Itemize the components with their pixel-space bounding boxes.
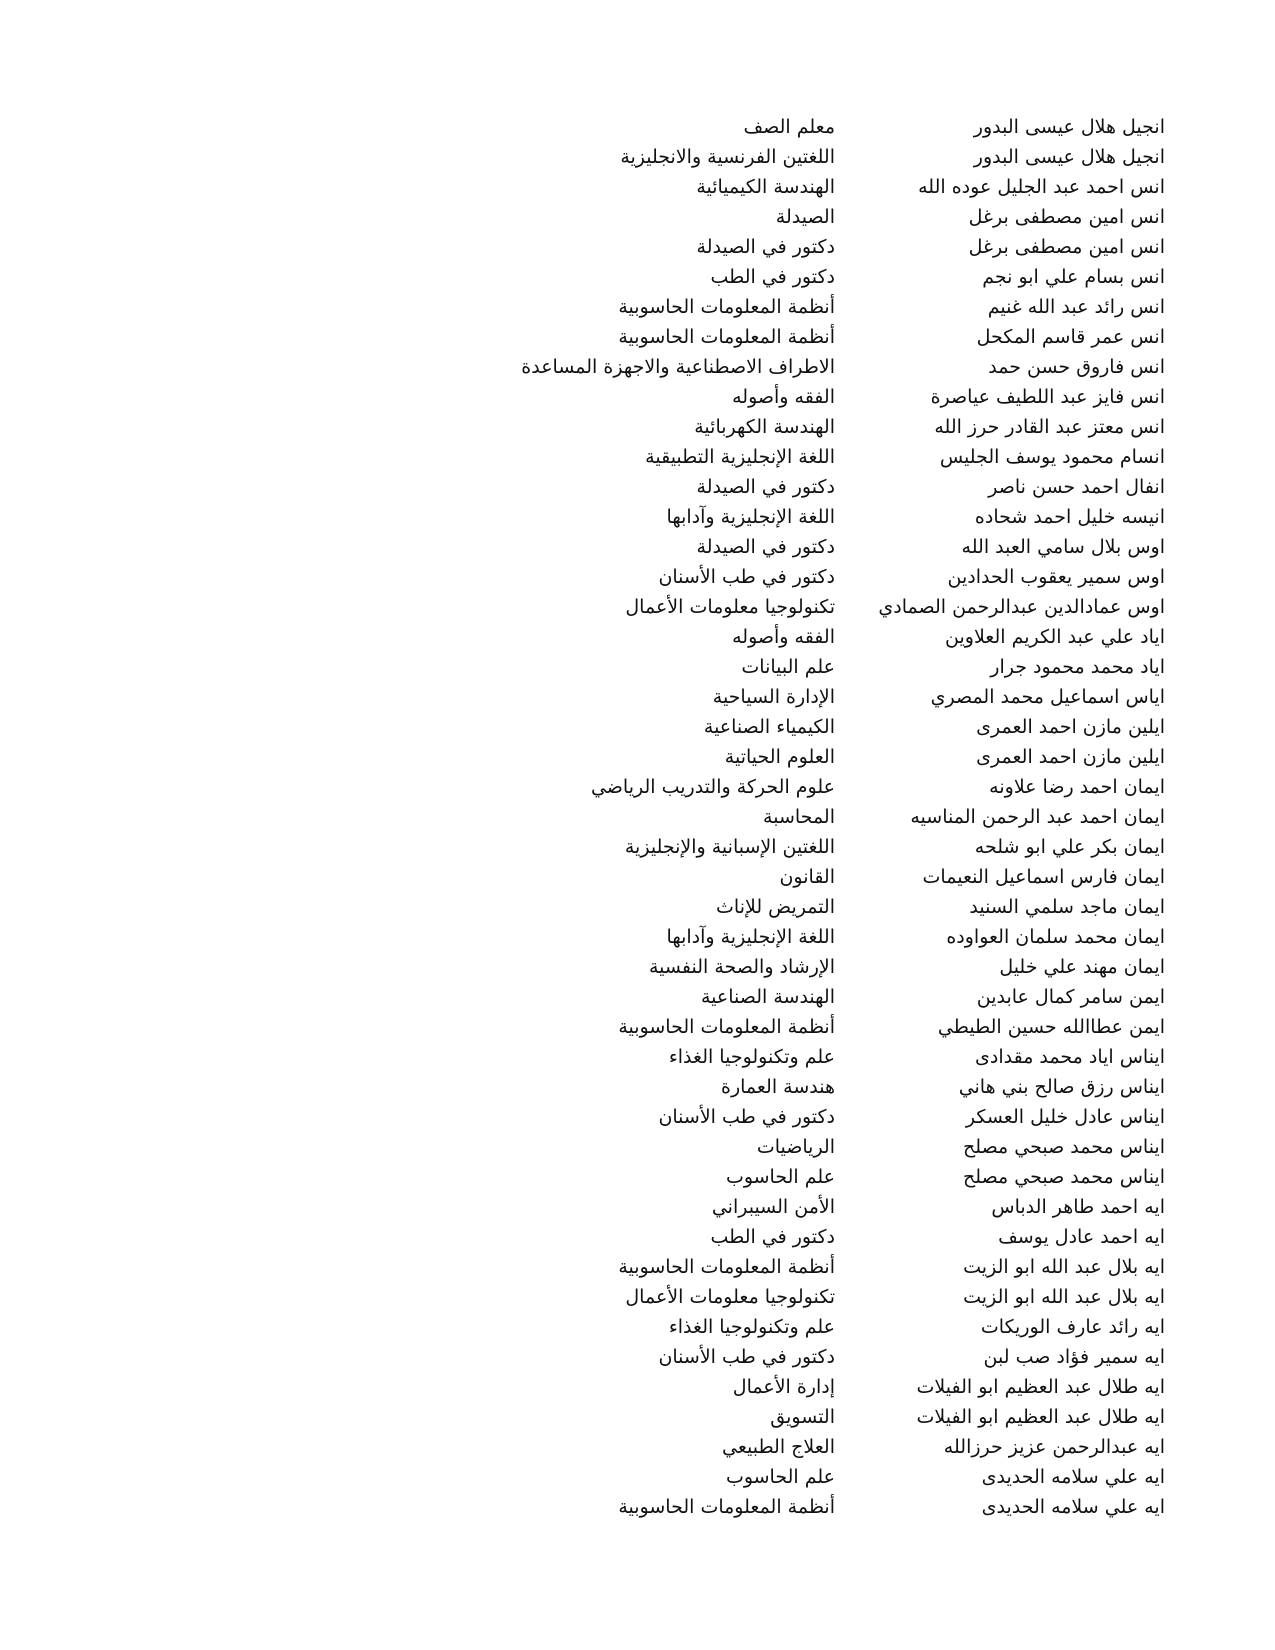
student-name: ايمن سامر كمال عابدين: [976, 986, 1165, 1008]
student-name: اياد محمد محمود جرار: [990, 656, 1165, 678]
list-item: [465, 1402, 1165, 1432]
student-name: ايمان ماجد سلمي السنيد: [969, 896, 1165, 918]
student-major: الأمن السيبراني: [711, 1196, 835, 1218]
list-item: [465, 1282, 1165, 1312]
student-major: الرياضيات: [756, 1136, 835, 1158]
student-major: علم البيانات: [741, 656, 835, 678]
list-item: [465, 652, 1165, 682]
student-major: الصيدلة: [775, 206, 835, 228]
student-major: أنظمة المعلومات الحاسوبية: [618, 296, 835, 318]
student-major: علم الحاسوب: [725, 1466, 835, 1488]
student-name: انجيل هلال عيسى البدور: [973, 116, 1165, 138]
student-major: تكنولوجيا معلومات الأعمال: [625, 596, 835, 618]
student-major: اللغتين الفرنسية والانجليزية: [620, 146, 835, 168]
student-name: انس بسام علي ابو نجم: [982, 266, 1165, 288]
list-item: [465, 712, 1165, 742]
list-item: [465, 1012, 1165, 1042]
student-major: دكتور في الصيدلة: [696, 536, 835, 558]
student-major: المحاسبة: [763, 806, 835, 828]
list-item: [465, 112, 1165, 142]
student-major: اللغة الإنجليزية وآدابها: [666, 926, 835, 948]
list-item: [465, 1162, 1165, 1192]
student-major: الإرشاد والصحة النفسية: [649, 956, 835, 978]
student-major: علوم الحركة والتدريب الرياضي: [590, 776, 835, 798]
student-name: ايمان احمد رضا علاونه: [989, 776, 1165, 798]
list-item: [465, 1222, 1165, 1252]
student-major: دكتور في الطب: [710, 1226, 835, 1248]
student-major: دكتور في الصيدلة: [696, 476, 835, 498]
list-item: [465, 772, 1165, 802]
student-major: الهندسة الصناعية: [700, 986, 835, 1008]
student-name: ايمان احمد عبد الرحمن المناسيه: [910, 806, 1165, 828]
student-name: اوس عمادالدين عبدالرحمن الصمادي: [878, 596, 1165, 618]
student-name: ايمان محمد سلمان العواوده: [946, 926, 1165, 948]
list-item: [465, 1492, 1165, 1522]
student-name: ايلين مازن احمد العمرى: [976, 716, 1165, 738]
student-name: انس عمر قاسم المكحل: [976, 326, 1165, 348]
list-item: [465, 592, 1165, 622]
student-major: الفقه وأصوله: [732, 626, 835, 648]
student-major: تكنولوجيا معلومات الأعمال: [625, 1286, 835, 1308]
list-item: [465, 862, 1165, 892]
list-item: [465, 1462, 1165, 1492]
list-item: [465, 682, 1165, 712]
student-name: انس امين مصطفى برغل: [968, 206, 1165, 228]
student-major: اللغة الإنجليزية التطبيقية: [645, 446, 835, 468]
list-item: [465, 1192, 1165, 1222]
student-major: أنظمة المعلومات الحاسوبية: [618, 1016, 835, 1038]
list-item: [465, 1342, 1165, 1372]
student-major: التسويق: [770, 1406, 835, 1428]
list-item: [465, 412, 1165, 442]
list-item: [465, 322, 1165, 352]
list-item: [465, 1432, 1165, 1462]
list-item: [465, 622, 1165, 652]
student-name: انس احمد عبد الجليل عوده الله: [918, 176, 1165, 198]
list-item: [465, 742, 1165, 772]
student-name: ايه رائد عارف الوريكات: [980, 1316, 1165, 1338]
list-item: [465, 562, 1165, 592]
student-name: انس امين مصطفى برغل: [968, 236, 1165, 258]
list-item: [465, 172, 1165, 202]
list-item: [465, 952, 1165, 982]
student-major: الكيمياء الصناعية: [703, 716, 835, 738]
list-item: [465, 1042, 1165, 1072]
list-item: [465, 232, 1165, 262]
list-item: [465, 382, 1165, 412]
student-name: اياس اسماعيل محمد المصري: [930, 686, 1165, 708]
student-major: التمريض للإناث: [716, 896, 835, 918]
student-name: اياد علي عبد الكريم العلاوين: [945, 626, 1165, 648]
list-item: [465, 922, 1165, 952]
list-item: [465, 1372, 1165, 1402]
student-major: أنظمة المعلومات الحاسوبية: [618, 326, 835, 348]
list-item: [465, 1072, 1165, 1102]
list-item: [465, 472, 1165, 502]
student-major: دكتور في طب الأسنان: [658, 566, 835, 588]
student-name: ايلين مازن احمد العمرى: [976, 746, 1165, 768]
student-major: معلم الصف: [743, 116, 835, 138]
list-item: [465, 262, 1165, 292]
student-name: ايه علي سلامه الحديدى: [981, 1466, 1165, 1488]
student-major: الإدارة السياحية: [712, 686, 835, 708]
student-name: اوس سمير يعقوب الحدادين: [947, 566, 1165, 588]
student-name: ايه بلال عبد الله ابو الزيت: [963, 1286, 1165, 1308]
student-major: اللغتين الإسبانية والإنجليزية: [624, 836, 835, 858]
student-major: الهندسة الكيميائية: [696, 176, 835, 198]
student-major: هندسة العمارة: [720, 1076, 835, 1098]
list-item: [465, 292, 1165, 322]
student-name: ايناس محمد صبحي مصلح: [963, 1136, 1165, 1158]
student-name: ايه عبدالرحمن عزيز حرزالله: [943, 1436, 1165, 1458]
list-item: [465, 802, 1165, 832]
student-name: ايه طلال عبد العظيم ابو الفيلات: [916, 1406, 1165, 1428]
student-name: انس فاروق حسن حمد: [988, 356, 1165, 378]
student-name: انسام محمود يوسف الجليس: [939, 446, 1165, 468]
student-name: ايه سمير فؤاد صب لبن: [983, 1346, 1165, 1368]
student-name: ايمان فارس اسماعيل النعيمات: [922, 866, 1165, 888]
student-major: الهندسة الكهربائية: [694, 416, 835, 438]
list-item: [465, 982, 1165, 1012]
student-major: دكتور في طب الأسنان: [658, 1106, 835, 1128]
list-item: [465, 1252, 1165, 1282]
list-item: [465, 832, 1165, 862]
student-major: علم وتكنولوجيا الغذاء: [668, 1046, 835, 1068]
student-name: انس معتز عبد القادر حرز الله: [934, 416, 1165, 438]
student-name: ايناس رزق صالح بني هاني: [958, 1076, 1165, 1098]
list-item: [465, 142, 1165, 172]
student-name: ايه علي سلامه الحديدى: [981, 1496, 1165, 1518]
student-major: إدارة الأعمال: [732, 1376, 835, 1398]
student-name: ايناس عادل خليل العسكر: [965, 1106, 1165, 1128]
student-name: ايه بلال عبد الله ابو الزيت: [963, 1256, 1165, 1278]
student-major: القانون: [779, 866, 835, 888]
list-item: [465, 532, 1165, 562]
student-name: ايه احمد طاهر الدباس: [991, 1196, 1165, 1218]
list-item: [465, 892, 1165, 922]
student-name: ايه احمد عادل يوسف: [998, 1226, 1165, 1248]
student-name: انفال احمد حسن ناصر: [988, 476, 1165, 498]
student-major: العلاج الطبيعي: [722, 1436, 835, 1458]
student-name: انجيل هلال عيسى البدور: [973, 146, 1165, 168]
student-name: ايناس محمد صبحي مصلح: [963, 1166, 1165, 1188]
list-item: [465, 442, 1165, 472]
student-major: دكتور في الطب: [710, 266, 835, 288]
list-item: [465, 1132, 1165, 1162]
student-name: انس فايز عبد اللطيف عياصرة: [930, 386, 1165, 408]
list-item: [465, 202, 1165, 232]
student-major: أنظمة المعلومات الحاسوبية: [618, 1256, 835, 1278]
student-name: ايمان مهند علي خليل: [999, 956, 1165, 978]
student-major: الفقه وأصوله: [732, 386, 835, 408]
student-major: علم الحاسوب: [725, 1166, 835, 1188]
student-name: ايناس اياد محمد مقدادى: [975, 1046, 1165, 1068]
list-item: [465, 1102, 1165, 1132]
student-name: انيسه خليل احمد شحاده: [974, 506, 1165, 528]
student-major: العلوم الحياتية: [724, 746, 835, 768]
student-name: ايه طلال عبد العظيم ابو الفيلات: [916, 1376, 1165, 1398]
student-major: أنظمة المعلومات الحاسوبية: [618, 1496, 835, 1518]
student-major: الاطراف الاصطناعية والاجهزة المساعدة: [521, 356, 835, 378]
student-name: اوس بلال سامي العبد الله: [961, 536, 1165, 558]
student-major: علم وتكنولوجيا الغذاء: [668, 1316, 835, 1338]
student-name: ايمن عطاالله حسين الطيطي: [937, 1016, 1165, 1038]
name-major-list: [465, 112, 1165, 1522]
list-item: [465, 1312, 1165, 1342]
list-item: [465, 502, 1165, 532]
student-name: انس رائد عبد الله غنيم: [987, 296, 1165, 318]
student-major: اللغة الإنجليزية وآدابها: [666, 506, 835, 528]
list-item: [465, 352, 1165, 382]
student-major: دكتور في الصيدلة: [696, 236, 835, 258]
student-major: دكتور في طب الأسنان: [658, 1346, 835, 1368]
student-name: ايمان بكر علي ابو شلحه: [974, 836, 1165, 858]
